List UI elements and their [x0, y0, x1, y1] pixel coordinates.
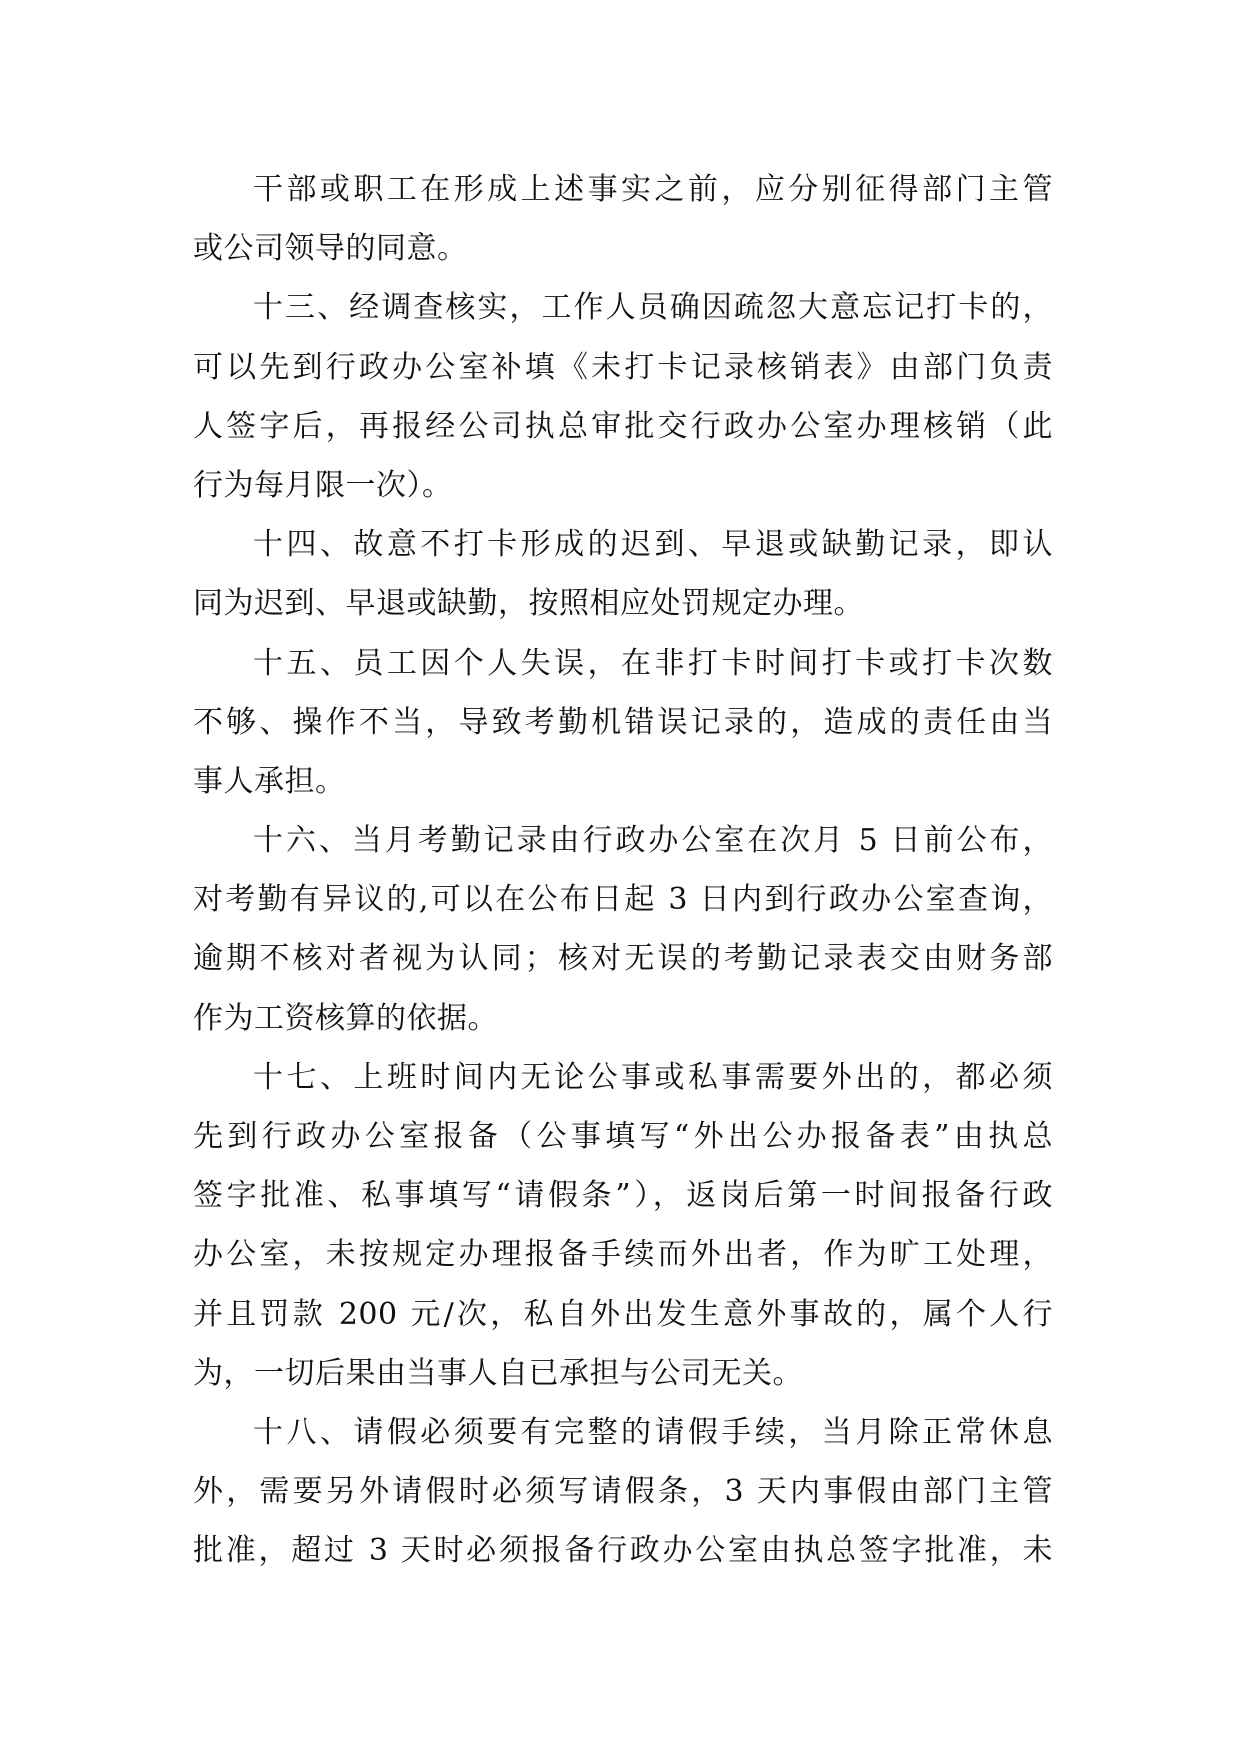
- text-line: 办公室，未按规定办理报备手续而外出者，作为旷工处理，: [193, 1237, 1053, 1273]
- text-line: 不够、操作不当，导致考勤机错误记录的，造成的责任由当: [193, 704, 1053, 740]
- text-line: 事人承担。: [193, 763, 346, 799]
- text-line: 对考勤有异议的,可以在公布日起 3 日内到行政办公室查询，: [193, 882, 1053, 918]
- text-line: 十五、员工因个人失误，在非打卡时间打卡或打卡次数: [253, 645, 1053, 681]
- text-line: 签字批准、私事填写“请假条”），返岗后第一时间报备行政: [193, 1178, 1053, 1214]
- text-line: 作为工资核算的依据。: [193, 1000, 498, 1036]
- text-line: 逾期不核对者视为认同；核对无误的考勤记录表交由财务部: [193, 941, 1053, 977]
- text-line: 批准，超过 3 天时必须报备行政办公室由执总签字批准，未: [193, 1533, 1053, 1569]
- text-line: 干部或职工在形成上述事实之前，应分别征得部门主管: [253, 172, 1053, 207]
- text-line: 十三、经调查核实，工作人员确因疏忽大意忘记打卡的，: [253, 290, 1053, 326]
- text-line: 外，需要另外请假时必须写请假条，3 天内事假由部门主管: [193, 1474, 1053, 1510]
- text-line: 行为每月限一次）。: [193, 467, 453, 503]
- text-line: 并且罚款 200 元/次，私自外出发生意外事故的，属个人行: [193, 1296, 1053, 1332]
- text-line: 十六、当月考勤记录由行政办公室在次月 5 日前公布，: [253, 823, 1053, 859]
- text-line: 为，一切后果由当事人自已承担与公司无关。: [193, 1355, 803, 1391]
- text-line: 十八、请假必须要有完整的请假手续，当月除正常休息: [253, 1414, 1053, 1450]
- text-line: 同为迟到、早退或缺勤，按照相应处罚规定办理。: [193, 586, 864, 622]
- text-line: 十四、故意不打卡形成的迟到、早退或缺勤记录，即认: [253, 527, 1053, 563]
- text-line: 人签字后，再报经公司执总审批交行政办公室办理核销（此: [193, 408, 1053, 444]
- text-line: 可以先到行政办公室补填《未打卡记录核销表》由部门负责: [193, 349, 1053, 385]
- text-line: 或公司领导的同意。: [193, 231, 468, 267]
- document-body: [193, 160, 1053, 1581]
- text-line: 十七、上班时间内无论公事或私事需要外出的，都必须: [253, 1059, 1053, 1095]
- text-line: 先到行政办公室报备（公事填写“外出公办报备表”由执总: [193, 1119, 1053, 1154]
